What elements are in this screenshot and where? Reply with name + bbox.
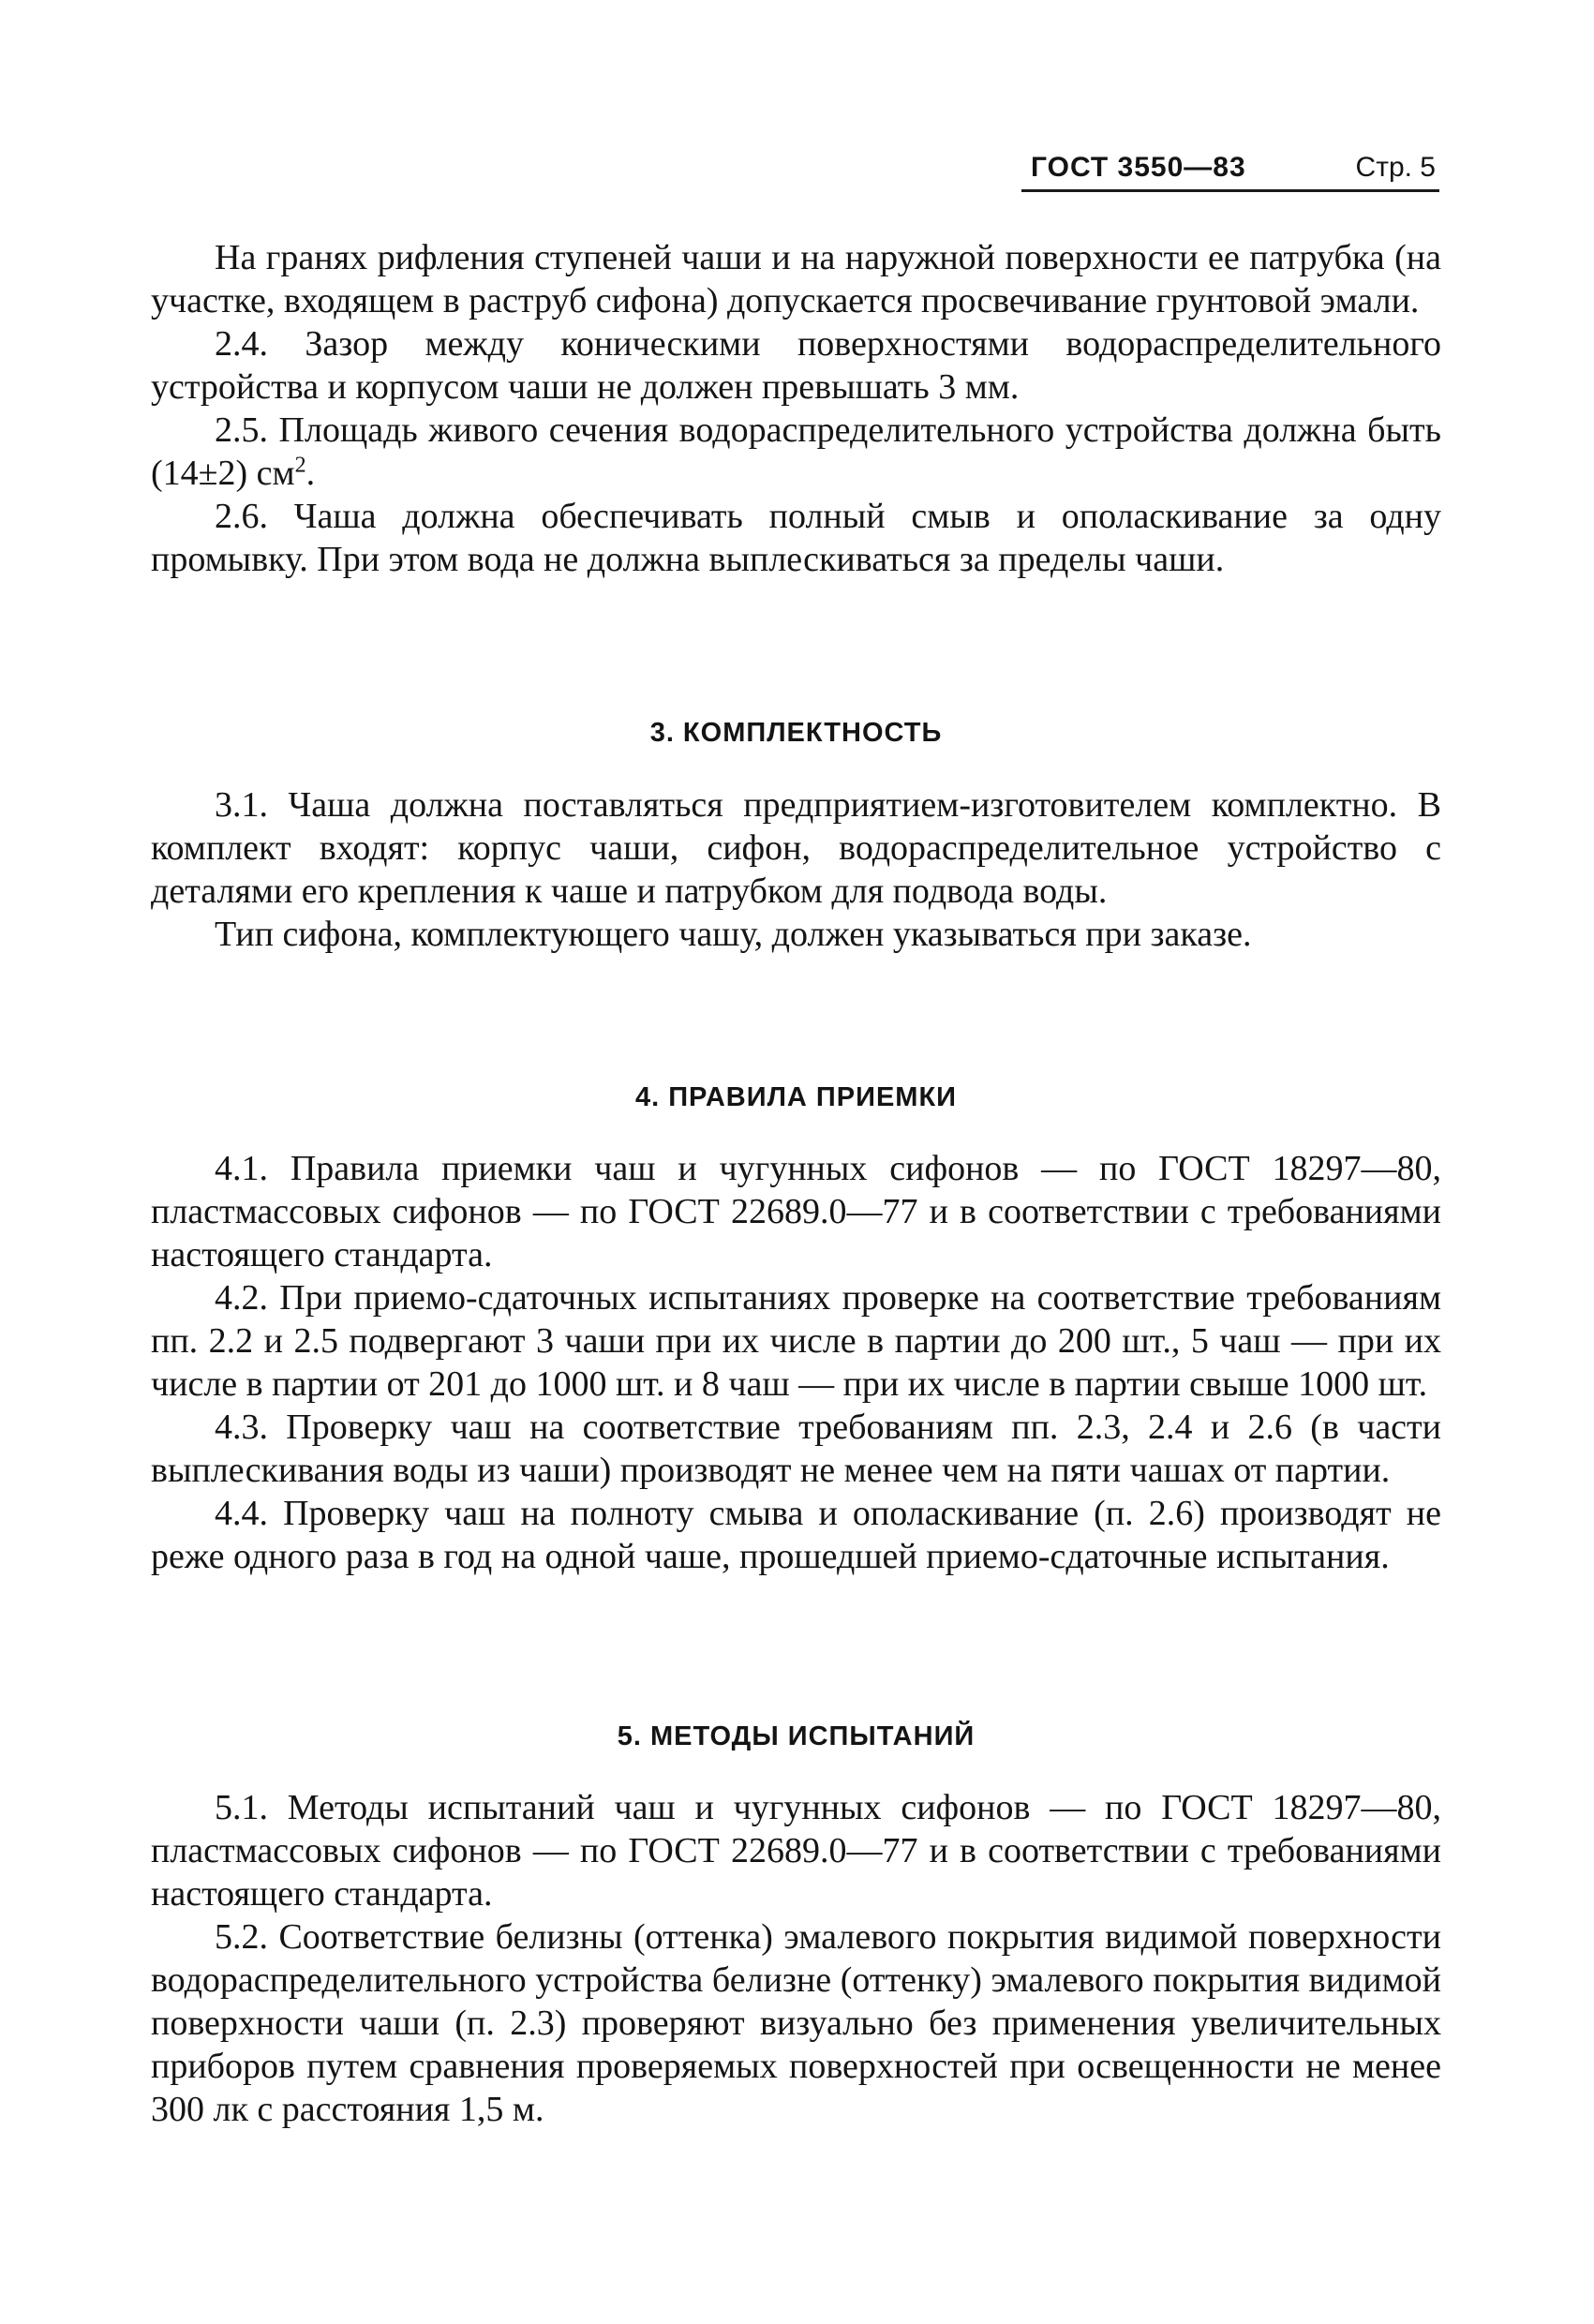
paragraph-2-5-text: 2.5. Площадь живого сечения водораспределительного устройства должна быть (14±2) см bbox=[151, 410, 1441, 493]
section-3-body bbox=[151, 783, 1441, 956]
section-4-body bbox=[151, 1147, 1441, 1578]
running-header bbox=[1021, 150, 1439, 192]
paragraph-4-1: 4.1. Правила приемки чаш и чугунных сифонов — по ГОСТ 18297—80, пластмассовых сифонов — по ГОСТ 22689.0—77 и в соответствии с требованиями настоящего стандарта. bbox=[151, 1149, 1441, 1274]
section-5-body bbox=[151, 1786, 1441, 2131]
paragraph-2-4: 2.4. Зазор между коническими поверхностями водораспределительного устройства и корпусом чаши не должен превышать 3 мм. bbox=[151, 324, 1441, 407]
section-5-heading: 5. МЕТОДЫ ИСПЫТАНИЙ bbox=[617, 1721, 976, 1751]
paragraph-grain-surfaces: На гранях рифления ступеней чаши и на наружной поверхности ее патрубка (на участке, входящем в раструб сифона) допускается просвечивание грунтовой эмали. bbox=[151, 238, 1441, 320]
superscript-2: 2 bbox=[294, 453, 306, 478]
paragraph-3-note: Тип сифона, комплектующего чашу, должен указываться при заказе. bbox=[215, 915, 1252, 954]
paragraph-5-2: 5.2. Соответствие белизны (оттенка) эмалевого покрытия видимой поверхности водораспределительного устройства белизне (оттенку) эмалевого покрытия видимой поверхности чаши (п. 2.3) проверяют визуально без применения увеличительных приборов путем сравнения проверяемых поверхностей при освещенности не менее 300 лк с расстояния 1,5 м. bbox=[151, 1917, 1441, 2129]
standard-number: ГОСТ 3550—83 bbox=[1031, 152, 1246, 183]
paragraph-2-6: 2.6. Чаша должна обеспечивать полный смыв и ополаскивание за одну промывку. При этом вода не должна выплескиваться за пределы чаши. bbox=[151, 497, 1441, 579]
section-4-heading: 4. ПРАВИЛА ПРИЕМКИ bbox=[634, 1082, 958, 1112]
paragraph-3-1: 3.1. Чаша должна поставляться предприятием-изготовителем комплектно. В комплект входят: корпус чаши, сифон, водораспределительное устройство с деталями его крепления к чаше и патрубком для подвода воды. bbox=[151, 785, 1441, 911]
paragraph-4-3: 4.3. Проверку чаш на соответствие требованиям пп. 2.3, 2.4 и 2.6 (в части выплескивания воды из чаши) производят не менее чем на пяти чашах от партии. bbox=[151, 1408, 1441, 1490]
section-2-continuation bbox=[151, 236, 1441, 581]
section-3-heading: 3. КОМПЛЕКТНОСТЬ bbox=[649, 718, 943, 748]
paragraph-2-5-end: . bbox=[305, 454, 316, 493]
paragraph-5-1: 5.1. Методы испытаний чаш и чугунных сифонов — по ГОСТ 18297—80, пластмассовых сифонов — по ГОСТ 22689.0—77 и в соответствии с требованиями настоящего стандарта. bbox=[151, 1788, 1441, 1914]
paragraph-4-2: 4.2. При приемо-сдаточных испытаниях проверке на соответствие требованиям пп. 2.2 и 2.5 подвергают 3 чаши при их числе в партии до 200 шт., 5 чаш — при их числе в партии от 201 до 1000 шт. и 8 чаш — при их числе в партии свыше 1000 шт. bbox=[151, 1278, 1441, 1404]
paragraph-2-5 bbox=[151, 409, 1441, 495]
paragraph-4-4: 4.4. Проверку чаш на полноту смыва и ополаскивание (п. 2.6) производят не реже одного раза в год на одной чаше, прошедшей приемо-сдаточные испытания. bbox=[151, 1494, 1441, 1576]
page-number: Стр. 5 bbox=[1355, 152, 1436, 183]
